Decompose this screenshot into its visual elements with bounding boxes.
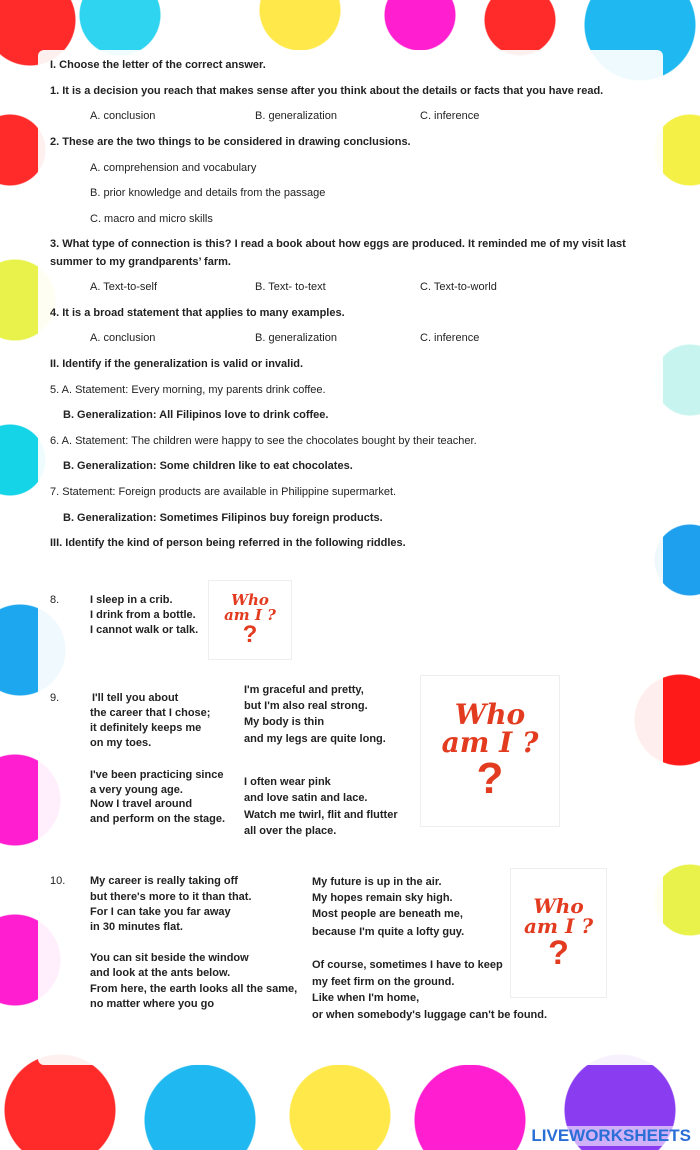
riddle-9-line: it definitely keeps me xyxy=(90,722,202,734)
q1-option-c: C. inference xyxy=(420,110,480,122)
riddle-9-line: I'll tell you about xyxy=(92,692,179,704)
riddle-10-line: in 30 minutes flat. xyxy=(90,921,183,933)
q2-option-a: A. comprehension and vocabulary xyxy=(90,162,257,174)
q5-generalization: B. Generalization: All Filipinos love to drink coffee. xyxy=(63,409,329,421)
riddle-9-line: and perform on the stage. xyxy=(90,813,226,825)
q6-statement: 6. A. Statement: The children were happy to see the chocolates bought by their teacher. xyxy=(50,435,477,447)
riddle-8-number: 8. xyxy=(50,594,60,606)
question-3-line2: summer to my grandparents’ farm. xyxy=(50,256,231,268)
q3-option-b: B. Text- to-text xyxy=(255,281,326,293)
am-i-text: am I ? xyxy=(523,914,594,938)
riddle-9-line: and my legs are quite long. xyxy=(244,733,386,745)
q5-statement: 5. A. Statement: Every morning, my parents drink coffee. xyxy=(50,384,326,396)
question-4: 4. It is a broad statement that applies to many examples. xyxy=(50,307,345,319)
riddle-10-line: because I'm quite a lofty guy. xyxy=(312,926,465,938)
riddle-9-line: Watch me twirl, flit and flutter xyxy=(244,809,398,821)
question-1: 1. It is a decision you reach that makes sense after you think about the details or facts that you have read. xyxy=(50,85,604,97)
q1-option-a: A. conclusion xyxy=(90,110,156,122)
riddle-9-line: My body is thin xyxy=(244,716,325,728)
q2-option-c: C. macro and micro skills xyxy=(90,213,213,225)
who-text: Who xyxy=(231,591,269,609)
q7-generalization: B. Generalization: Sometimes Filipinos buy foreign products. xyxy=(63,512,383,524)
section-3-title: III. Identify the kind of person being referred in the following riddles. xyxy=(50,537,406,549)
riddle-9-line: Now I travel around xyxy=(90,798,193,810)
riddle-10-line: my feet firm on the ground. xyxy=(312,976,455,988)
liveworksheets-logo[interactable]: LIVEWORKSHEETS xyxy=(528,1126,694,1146)
riddle-8-line: I cannot walk or talk. xyxy=(90,624,199,636)
who-am-i-image xyxy=(420,675,560,827)
question-2: 2. These are the two things to be considered in drawing conclusions. xyxy=(50,136,411,148)
riddle-9-line: all over the place. xyxy=(244,825,337,837)
riddle-10-line: or when somebody's luggage can't be found. xyxy=(312,1009,548,1021)
question-mark-icon: ? xyxy=(476,754,504,803)
section-2-title: II. Identify if the generalization is valid or invalid. xyxy=(50,358,304,370)
riddle-10-line: Like when I'm home, xyxy=(312,992,420,1004)
am-i-text: am I ? xyxy=(441,726,539,759)
riddle-10-line: You can sit beside the window xyxy=(90,952,249,964)
riddle-8-line: I drink from a bottle. xyxy=(90,609,196,621)
riddle-10-line: no matter where you go xyxy=(90,998,215,1010)
riddle-9-line: on my toes. xyxy=(90,737,152,749)
riddle-9-number: 9. xyxy=(50,692,60,704)
riddle-10-line: Of course, sometimes I have to keep xyxy=(312,959,503,971)
question-3-line1: 3. What type of connection is this? I read a book about how eggs are produced. It reminded me of my visit last xyxy=(50,238,626,250)
riddle-10-line: My career is really taking off xyxy=(90,875,238,887)
who-am-i-image xyxy=(208,580,292,660)
q7-statement: 7. Statement: Foreign products are available in Philippine supermarket. xyxy=(50,486,397,498)
q6-generalization: B. Generalization: Some children like to eat chocolates. xyxy=(63,460,353,472)
q1-option-b: B. generalization xyxy=(255,110,337,122)
riddle-10-line: My hopes remain sky high. xyxy=(312,892,453,904)
riddle-9-line: I often wear pink xyxy=(244,776,331,788)
who-text: Who xyxy=(454,698,526,731)
question-mark-icon: ? xyxy=(242,621,258,648)
q2-option-b: B. prior knowledge and details from the passage xyxy=(90,187,326,199)
riddle-9-line: and love satin and lace. xyxy=(244,792,368,804)
q3-option-a: A. Text-to-self xyxy=(90,281,158,293)
who-text: Who xyxy=(533,894,584,918)
riddle-10-number: 10. xyxy=(50,875,66,887)
q4-option-c: C. inference xyxy=(420,332,480,344)
riddle-10-line: My future is up in the air. xyxy=(312,876,442,888)
riddle-9-line: the career that I chose; xyxy=(90,707,211,719)
section-1-title: I. Choose the letter of the correct answer. xyxy=(50,59,266,71)
who-am-i-image xyxy=(510,868,607,998)
q4-option-b: B. generalization xyxy=(255,332,337,344)
riddle-10-line: but there's more to it than that. xyxy=(90,891,252,903)
riddle-9-line: I've been practicing since xyxy=(90,769,224,781)
riddle-8-line: I sleep in a crib. xyxy=(90,594,173,606)
riddle-9-line: a very young age. xyxy=(90,784,183,796)
q3-option-c: C. Text-to-world xyxy=(420,281,497,293)
am-i-text: am I ? xyxy=(224,606,276,624)
riddle-10-line: From here, the earth looks all the same, xyxy=(90,983,298,995)
riddle-10-line: Most people are beneath me, xyxy=(312,908,463,920)
question-mark-icon: ? xyxy=(548,934,569,972)
riddle-10-line: For I can take you far away xyxy=(90,906,231,918)
riddle-9-line: I'm graceful and pretty, xyxy=(244,684,364,696)
q4-option-a: A. conclusion xyxy=(90,332,156,344)
riddle-9-line: but I'm also real strong. xyxy=(244,700,368,712)
riddle-10-line: and look at the ants below. xyxy=(90,967,231,979)
